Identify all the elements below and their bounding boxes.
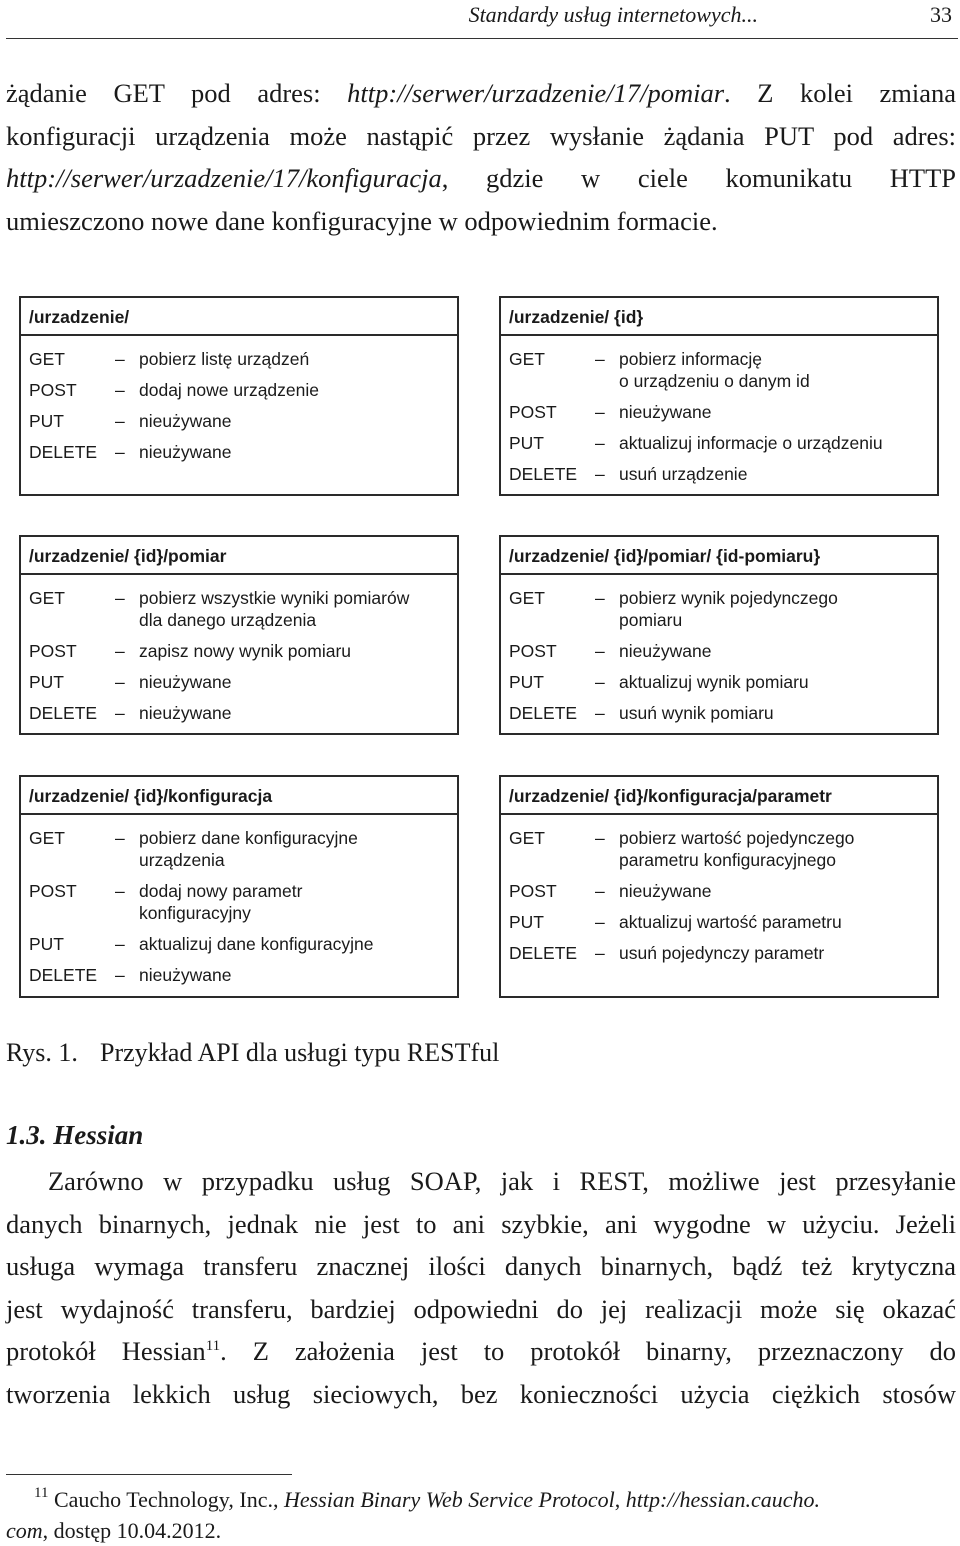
method-row [29, 377, 449, 408]
footnote-url[interactable]: com [6, 1518, 43, 1543]
http-method: DELETE [29, 703, 98, 723]
dash: – [595, 881, 605, 901]
dash: – [115, 588, 125, 608]
method-description: nieużywane [139, 965, 232, 985]
method-description: aktualizuj informacje o urządzeniu [619, 433, 883, 453]
intro-line [6, 72, 956, 115]
intro-text: żądanie GET pod adres: [6, 78, 348, 108]
method-description: usuń urządzenie [619, 464, 748, 484]
dash: – [115, 828, 125, 848]
method-list [21, 575, 457, 739]
http-method: POST [509, 402, 557, 422]
dash: – [595, 433, 605, 453]
method-description: pobierz wynik pojedynczego pomiaru [619, 588, 838, 630]
http-method: GET [509, 828, 545, 848]
resource-box [499, 775, 939, 998]
body-paragraph [6, 1160, 956, 1415]
intro-url: http://serwer/urzadzenie/17/pomiar [347, 78, 725, 108]
dash: – [595, 349, 605, 369]
figure-caption-text: Przykład API dla usługi typu RESTful [100, 1038, 500, 1067]
footnote-ref[interactable]: 11 [205, 1338, 221, 1354]
dash: – [115, 703, 125, 723]
method-description: aktualizuj wartość parametru [619, 912, 842, 932]
method-row [509, 461, 929, 492]
header-divider [6, 38, 958, 39]
resource-box [19, 296, 459, 496]
method-row [29, 878, 449, 931]
method-description: aktualizuj wynik pomiaru [619, 672, 809, 692]
method-description: dodaj nowy parametr konfiguracyjny [139, 881, 303, 923]
http-method: PUT [29, 934, 64, 954]
intro-paragraph [6, 72, 956, 242]
method-row [29, 408, 449, 439]
http-method: PUT [509, 672, 544, 692]
http-method: GET [509, 349, 545, 369]
method-description: nieużywane [619, 641, 712, 661]
method-description: usuń pojedynczy parametr [619, 943, 825, 963]
dash: – [115, 934, 125, 954]
body-text: . Z założenia jest to protokół binarny, przeznaczony do [220, 1336, 957, 1366]
page-number: 33 [930, 2, 952, 27]
http-method: POST [509, 641, 557, 661]
running-title: Standardy usług internetowych... [468, 2, 758, 27]
dash: – [595, 912, 605, 932]
intro-text: . Z kolei zmiana [724, 78, 956, 108]
method-row [509, 430, 929, 461]
method-row [509, 700, 929, 731]
resource-path: /urzadzenie/ {id}/pomiar [21, 537, 457, 575]
body-line: Zarówno w przypadku usług SOAP, jak i REST, możliwe jest przesyłanie [48, 1166, 956, 1196]
intro-line [6, 157, 956, 200]
dash: – [595, 943, 605, 963]
http-method: POST [29, 881, 77, 901]
method-row [509, 669, 929, 700]
method-row [509, 585, 929, 638]
dash: – [595, 402, 605, 422]
method-row [509, 638, 929, 669]
http-method: GET [509, 588, 545, 608]
section-heading: 1.3. Hessian [6, 1120, 144, 1150]
footnote-url[interactable]: http://hessian.caucho. [625, 1487, 821, 1512]
resource-path: /urzadzenie/ [21, 298, 457, 336]
method-list [21, 336, 457, 478]
footnote-text: Caucho Technology, Inc., [53, 1487, 284, 1512]
method-description: nieużywane [619, 402, 712, 422]
method-row [29, 825, 449, 878]
method-description: zapisz nowy wynik pomiaru [139, 641, 352, 661]
method-description: pobierz listę urządzeń [139, 349, 310, 369]
dash: – [115, 442, 125, 462]
http-method: DELETE [29, 965, 98, 985]
method-row [29, 962, 449, 993]
dash: – [115, 349, 125, 369]
footnote-divider [6, 1474, 292, 1475]
dash: – [115, 965, 125, 985]
method-description: pobierz wszystkie wyniki pomiarów dla danego urządzenia [139, 588, 410, 630]
method-row [509, 825, 929, 878]
resource-box [19, 775, 459, 998]
resource-box [499, 535, 939, 735]
footnote-text: , dostęp 10.04.2012. [42, 1518, 222, 1543]
http-method: DELETE [509, 943, 578, 963]
dash: – [115, 411, 125, 431]
method-row [29, 700, 449, 731]
method-description: pobierz informację o urządzeniu o danym id [619, 349, 810, 391]
body-text: protokół Hessian [6, 1336, 206, 1366]
dash: – [115, 881, 125, 901]
resource-path: /urzadzenie/ {id} [501, 298, 937, 336]
resource-path: /urzadzenie/ {id}/pomiar/ {id-pomiaru} [501, 537, 937, 575]
method-row [29, 585, 449, 638]
method-row [509, 399, 929, 430]
intro-line: konfiguracji urządzenia może nastąpić przez wysłanie żądania PUT pod adres: [6, 120, 956, 151]
figure-caption [6, 1038, 499, 1068]
dash: – [115, 380, 125, 400]
resource-path: /urzadzenie/ {id}/konfiguracja [21, 777, 457, 815]
dash: – [595, 672, 605, 692]
http-method: GET [29, 828, 65, 848]
method-row [29, 346, 449, 377]
method-list [501, 336, 937, 500]
http-method: GET [29, 349, 65, 369]
figure-label: Rys. 1. [6, 1038, 78, 1067]
dash: – [595, 588, 605, 608]
dash: – [115, 672, 125, 692]
http-method: POST [29, 641, 77, 661]
intro-url: http://serwer/urzadzenie/17/konfiguracja [6, 163, 442, 193]
method-row [509, 878, 929, 909]
method-description: pobierz wartość pojedynczego parametru konfiguracyjnego [619, 828, 855, 870]
dash: – [115, 641, 125, 661]
http-method: DELETE [29, 442, 98, 462]
method-description: nieużywane [139, 411, 232, 431]
resource-path: /urzadzenie/ {id}/konfiguracja/parametr [501, 777, 937, 815]
body-line: jest wydajność transferu, bardziej odpowiedni do jej realizacji może się okazać [6, 1293, 956, 1324]
method-row [29, 669, 449, 700]
dash: – [595, 828, 605, 848]
method-list [21, 815, 457, 1001]
dash: – [595, 464, 605, 484]
running-header [0, 2, 958, 32]
intro-text: , gdzie w ciele komunikatu HTTP [441, 163, 956, 193]
http-method: PUT [29, 672, 64, 692]
method-row [29, 439, 449, 470]
footnote [6, 1484, 956, 1546]
method-description: usuń wynik pomiaru [619, 703, 774, 723]
method-description: pobierz dane konfiguracyjne urządzenia [139, 828, 358, 870]
body-line: usługa wymaga transferu znacznej ilości danych binarnych, bądź też krytyczna [6, 1251, 956, 1281]
body-line [6, 1330, 956, 1373]
method-row [509, 346, 929, 399]
method-description: dodaj nowe urządzenie [139, 380, 319, 400]
http-method: PUT [509, 433, 544, 453]
intro-line: umieszczono nowe dane konfiguracyjne w odpowiednim formacie. [6, 205, 718, 236]
method-row [29, 931, 449, 962]
dash: – [595, 703, 605, 723]
method-description: nieużywane [139, 672, 232, 692]
body-line: danych binarnych, jednak nie jest to ani szybkie, ani wygodne w użyciu. Jeżeli [6, 1208, 956, 1239]
footnote-text: , [614, 1487, 626, 1512]
resource-box [19, 535, 459, 735]
footnote-title: Hessian Binary Web Service Protocol [283, 1487, 615, 1512]
method-description: nieużywane [139, 703, 232, 723]
method-row [509, 909, 929, 940]
method-row [509, 940, 929, 971]
http-method: PUT [29, 411, 64, 431]
method-description: nieużywane [139, 442, 232, 462]
method-row [29, 638, 449, 669]
body-line: tworzenia lekkich usług sieciowych, bez konieczności użycia ciężkich stosów [6, 1378, 956, 1409]
method-list [501, 575, 937, 739]
http-method: DELETE [509, 703, 578, 723]
http-method: DELETE [509, 464, 578, 484]
http-method: PUT [509, 912, 544, 932]
method-description: aktualizuj dane konfiguracyjne [139, 934, 374, 954]
http-method: POST [29, 380, 77, 400]
method-list [501, 815, 937, 979]
method-description: nieużywane [619, 881, 712, 901]
dash: – [595, 641, 605, 661]
footnote-number: 11 [34, 1485, 49, 1501]
resource-box [499, 296, 939, 496]
http-method: GET [29, 588, 65, 608]
http-method: POST [509, 881, 557, 901]
